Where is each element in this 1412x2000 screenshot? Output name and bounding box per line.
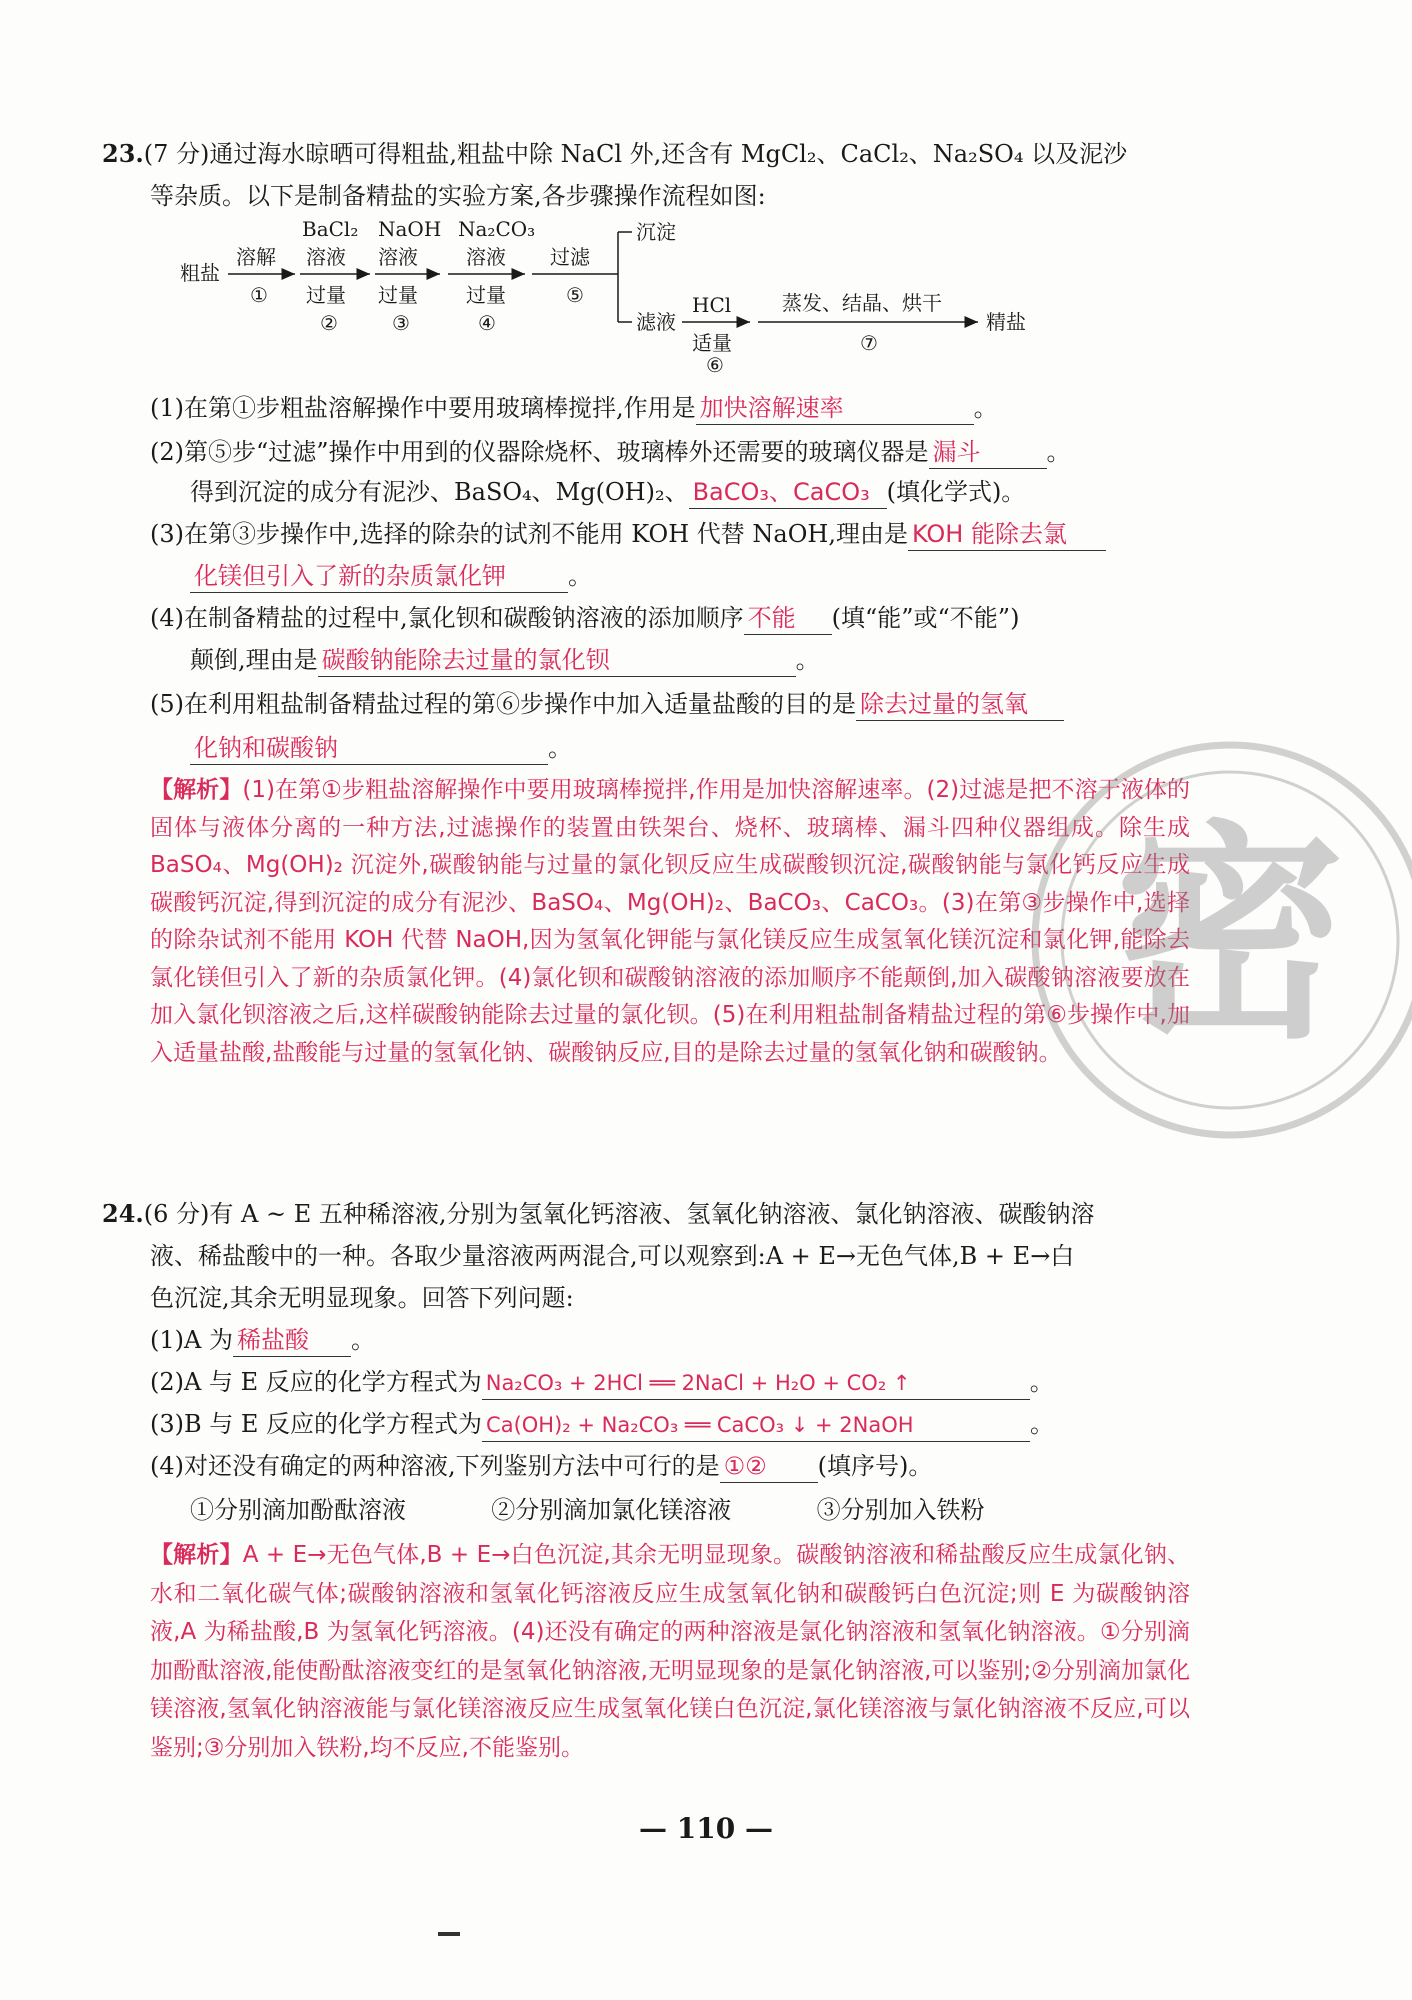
q23-part4b: 颠倒,理由是 碳酸钠能除去过量的氯化钡 。 <box>190 644 820 677</box>
flow-start: 粗盐 <box>180 261 220 285</box>
q23-answer-2b: BaCO₃、CaCO₃ <box>689 476 887 509</box>
q24-stem-3: 色沉淀,其余无明显现象。回答下列问题: <box>150 1284 574 1312</box>
q23-line1 <box>102 138 1127 170</box>
q24-answer-1: 稀盐酸 <box>233 1324 351 1357</box>
q24-stem-2: 液、稀盐酸中的一种。各取少量溶液两两混合,可以观察到:A + E→无色气体,B + E→白 <box>150 1242 1075 1270</box>
flow-s1-top: 溶解 <box>236 245 276 269</box>
q23-answer-5a: 除去过量的氢氧 <box>856 688 1064 721</box>
q24-option-2: ②分别滴加氯化镁溶液 <box>491 1496 732 1524</box>
q24-answer-2: Na₂CO₃ + 2HCl ══ 2NaCl + H₂O + CO₂ ↑ <box>482 1367 1030 1400</box>
secret-stamp-icon <box>1030 725 1360 1155</box>
q24-option-1: ①分别滴加酚酞溶液 <box>190 1496 406 1524</box>
flow-s3-bottom: 过量 <box>378 283 418 307</box>
q24-part2: (2)A 与 E 反应的化学方程式为 Na₂CO₃ + 2HCl ══ 2NaCl + H₂O + CO₂ ↑ 。 <box>150 1366 1054 1400</box>
flow-s6-top: HCl <box>692 293 732 317</box>
q23-answer-3a: KOH 能除去氯 <box>908 518 1106 551</box>
q24-part1: (1)A 为 稀盐酸 。 <box>150 1324 375 1357</box>
q24-options <box>190 1494 985 1526</box>
q24-part3: (3)B 与 E 反应的化学方程式为 Ca(OH)₂ + Na₂CO₃ ══ CaCO₃ ↓ + 2NaOH 。 <box>150 1408 1054 1442</box>
flow-s2-reagent: BaCl₂ <box>302 217 359 241</box>
q24-answer-4: ①② <box>720 1450 818 1483</box>
flow-filtrate: 滤液 <box>636 310 676 334</box>
q23-answer-4: 不能 <box>744 602 832 635</box>
q24-number: 24. <box>102 1199 144 1228</box>
flow-s2-top: 溶液 <box>306 245 346 269</box>
flow-s6-bottom: 适量 <box>692 331 732 355</box>
q23-solution-text: (1)在第①步粗盐溶解操作中要用玻璃棒搅拌,作用是加快溶解速率。(2)过滤是把不溶于液体的固体与液体分离的一种方法,过滤操作的装置由铁架台、烧杯、玻璃棒、漏斗四种仪器组成。除生成 BaSO₄、Mg(OH)₂ 沉淀外,碳酸钠能与过量的氯化钡反应生成碳酸钡沉淀,碳酸钠能与氯化钙反应生成碳酸钙沉淀,得到沉淀的成分有泥沙、BaSO₄、Mg(OH)₂、BaCO₃、CaCO₃。(3)在第③步操作中,选择的除杂试剂不能用 KOH 代替 NaOH,因为氢氧化钾能与氯化镁反应生成氢氧化镁沉淀和氯化钾,能除去氯化镁但引入了新的杂质氯化钾。(4)氯化钡和碳酸钠溶液的添加顺序不能颠倒,加入碳酸钠溶液要放在加入氯化钡溶液之后,这样碳酸钠能除去过量的氯化钡。(5)在利用粗盐制备精盐过程的第⑥步操作中,加入适量盐酸,盐酸能与过量的氢氧化钠、碳酸钠反应,目的是除去过量的氢氧化钠和碳酸钠。 <box>150 777 1190 1066</box>
flow-s4-num: ④ <box>478 311 496 335</box>
flow-s7-num: ⑦ <box>860 331 878 355</box>
q23-answer-1: 加快溶解速率 <box>696 392 974 425</box>
q23-answer-2: 漏斗 <box>929 436 1047 469</box>
q24-solution-text: A + E→无色气体,B + E→白色沉淀,其余无明显现象。碳酸钠溶液和稀盐酸反应生成氯化钠、水和二氧化碳气体;碳酸钠溶液和氢氧化钙溶液反应生成氢氧化钠和碳酸钙白色沉淀;则 E 为碳酸钠溶液,A 为稀盐酸,B 为氢氧化钙溶液。(4)还没有确定的两种溶液是氯化钠溶液和氢氧化钠溶液。①分别滴加酚酞溶液,能使酚酞溶液变红的是氢氧化钠溶液,无明显现象的是氯化钠溶液,可以鉴别;②分别滴加氯化镁溶液,氢氧化钠溶液能与氯化镁溶液反应生成氢氧化镁白色沉淀,氯化镁溶液与氯化钠溶液不反应,可以鉴别;③分别加入铁粉,均不反应,不能鉴别。 <box>150 1542 1191 1761</box>
q23-part2b: 得到沉淀的成分有泥沙、BaSO₄、Mg(OH)₂、 BaCO₃、CaCO₃ (填化学式)。 <box>190 476 1025 509</box>
q23-stem-2: 等杂质。以下是制备精盐的实验方案,各步骤操作流程如图: <box>150 182 766 210</box>
flow-s4-bottom: 过量 <box>466 283 506 307</box>
q23-flow-diagram <box>170 212 1070 377</box>
flow-product: 精盐 <box>986 310 1026 334</box>
q23-part5: (5)在利用粗盐制备精盐过程的第⑥步操作中加入适量盐酸的目的是 除去过量的氢氧 <box>150 688 1064 721</box>
q24-answer-3: Ca(OH)₂ + Na₂CO₃ ══ CaCO₃ ↓ + 2NaOH <box>482 1409 1030 1442</box>
flow-s3-num: ③ <box>392 311 410 335</box>
scan-mark <box>438 1932 460 1936</box>
q24-stem-1: (6 分)有 A ~ E 五种稀溶液,分别为氢氧化钙溶液、氢氧化钠溶液、氯化钠溶液、碳酸钠溶 <box>143 1200 1095 1228</box>
q23-number: 23. <box>102 139 144 168</box>
q23-answer-5b: 化钠和碳酸钠 <box>190 732 548 765</box>
q23-part1: (1)在第①步粗盐溶解操作中要用玻璃棒搅拌,作用是 加快溶解速率 。 <box>150 392 998 425</box>
flow-s7-top: 蒸发、结晶、烘干 <box>782 291 942 315</box>
q23-part5b: 化钠和碳酸钠 。 <box>190 732 572 765</box>
q24-option-3: ③分别加入铁粉 <box>816 1496 985 1524</box>
q23-stem-1: (7 分)通过海水晾晒可得粗盐,粗盐中除 NaCl 外,还含有 MgCl₂、CaCl₂、Na₂SO₄ 以及泥沙 <box>143 140 1128 168</box>
q23-part3: (3)在第③步操作中,选择的除杂的试剂不能用 KOH 代替 NaOH,理由是 KOH 能除去氯 <box>150 518 1106 551</box>
q23-answer-3b: 化镁但引入了新的杂质氯化钾 <box>190 560 568 593</box>
flow-s6-num: ⑥ <box>706 353 724 377</box>
q24-part4: (4)对还没有确定的两种溶液,下列鉴别方法中可行的是 ①② (填序号)。 <box>150 1450 932 1483</box>
flow-s4-reagent: Na₂CO₃ <box>458 217 536 241</box>
flow-s2-num: ② <box>320 311 338 335</box>
q24-line1 <box>102 1198 1095 1230</box>
flow-s1-num: ① <box>250 283 268 307</box>
flow-s5-num: ⑤ <box>566 283 584 307</box>
q23-answer-4b: 碳酸钠能除去过量的氯化钡 <box>318 644 796 677</box>
q24-solution <box>150 1536 1190 1767</box>
flow-precipitate: 沉淀 <box>636 220 676 244</box>
q23-part2: (2)第⑤步“过滤”操作中用到的仪器除烧杯、玻璃棒外还需要的玻璃仪器是 漏斗 。 <box>150 436 1071 469</box>
page-number: — 110 — <box>639 1812 773 1845</box>
q23-solution-tag: 【解析】 <box>150 777 243 803</box>
flow-s4-top: 溶液 <box>466 245 506 269</box>
q24-solution-tag: 【解析】 <box>150 1542 243 1568</box>
flow-s3-reagent: NaOH <box>378 217 442 241</box>
flow-s3-top: 溶液 <box>378 245 418 269</box>
flow-s5-top: 过滤 <box>550 245 590 269</box>
flow-s2-bottom: 过量 <box>306 283 346 307</box>
stamp-text: 密 <box>1114 803 1346 1070</box>
q23-part3b: 化镁但引入了新的杂质氯化钾 。 <box>190 560 592 593</box>
q23-part4: (4)在制备精盐的过程中,氯化钡和碳酸钠溶液的添加顺序 不能 (填“能”或“不能”) <box>150 602 1019 635</box>
